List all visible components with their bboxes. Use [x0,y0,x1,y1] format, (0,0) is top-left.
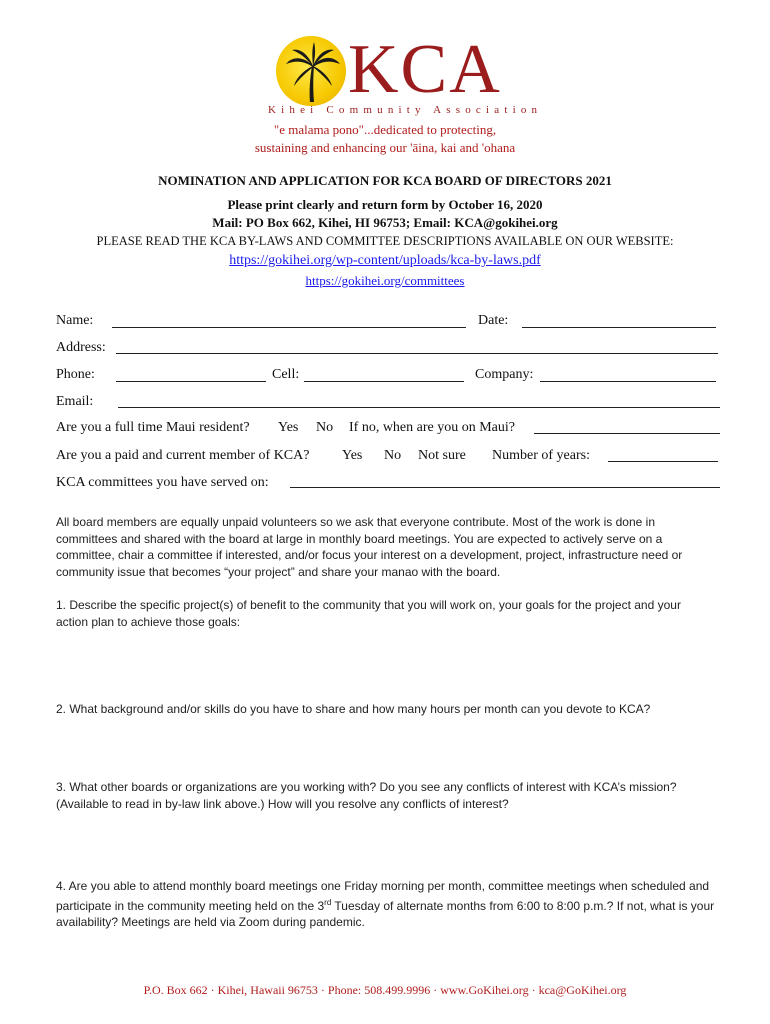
read-bylaws-note: PLEASE READ THE KCA BY-LAWS AND COMMITTEE DESCRIPTIONS AVAILABLE ON OUR WEBSITE: [96,234,674,248]
company-label: Company: [475,367,534,382]
logo-subtitle: Kihei Community Association [268,104,543,116]
name-label: Name: [56,313,94,328]
logo-wordmark: KCA [348,31,502,108]
email-field[interactable] [118,407,720,408]
committees-field[interactable] [290,487,720,488]
question-1: 1. Describe the specific project(s) of benefit to the community that you will work on, your goals for the project and your action plan to achieve those goals: [56,598,681,629]
date-label: Date: [478,313,509,328]
cell-label: Cell: [272,367,300,382]
company-field[interactable] [540,381,716,382]
kca-logo [268,30,543,120]
phone-label: Phone: [56,367,95,382]
question-4-part-1: 4. Are you able to attend monthly board meetings one Friday morning per month, committee meetings when scheduled and participate in the community meeting held on the 3 [56,879,710,913]
address-field[interactable] [116,353,718,354]
date-field[interactable] [522,327,716,328]
resident-yes-option[interactable]: Yes [278,420,299,435]
footer-contact: P.O. Box 662 · Kihei, Hawaii 96753 · Phone: 508.499.9996 · www.GoKihei.org · kca@GoKihei.org [143,983,627,997]
address-label: Address: [56,340,106,355]
return-instructions: Please print clearly and return form by October 16, 2020 [227,197,543,212]
intro-paragraph: All board members are equally unpaid volunteers so we ask that everyone contribute. Most of the work is done in committees and shared with the board at large in monthly board meetings. You are expected to actively serve on a committee, chair a committee if interested, and/or focus your interest on a development, project, infrastructure need or community issue that becomes “your project” and share your manao with the board. [56,515,683,579]
years-field[interactable] [608,461,718,462]
resident-no-option[interactable]: No [316,420,334,435]
question-3: 3. What other boards or organizations are you working with? Do you see any conflicts of interest with KCA’s mission? (Available to read in by-law link above.) How will you resolve any conflicts of interest? [56,780,677,811]
years-label: Number of years: [492,448,590,463]
resident-when-label: If no, when are you on Maui? [349,420,516,435]
member-yes-option[interactable]: Yes [342,448,363,463]
resident-question: Are you a full time Maui resident? [56,420,250,435]
mail-instructions: Mail: PO Box 662, Kihei, HI 96753; Email: KCA@gokihei.org [212,215,558,230]
tagline-line-1: "e malama pono"...dedicated to protecting, [273,122,497,137]
question-4-part-2: Tuesday of alternate months from 6:00 to 8:00 p.m.? If not, what is your availability? Meetings are held via Zoom during pandemic. [56,898,715,929]
form-title: NOMINATION AND APPLICATION FOR KCA BOARD OF DIRECTORS 2021 [158,173,612,188]
email-label: Email: [56,394,94,409]
question-2: 2. What background and/or skills do you have to share and how many hours per month can you devote to KCA? [56,702,651,716]
name-field[interactable] [112,327,466,328]
tagline-line-2: sustaining and enhancing our 'āina, kai and 'ohana [254,140,516,155]
ordinal-suffix: rd [324,897,332,907]
committees-label: KCA committees you have served on: [56,475,269,490]
member-no-option[interactable]: No [384,448,402,463]
question-4 [56,878,716,931]
member-notsure-option[interactable]: Not sure [418,448,466,463]
committees-link[interactable]: https://gokihei.org/committees [305,273,465,288]
resident-when-field[interactable] [534,433,720,434]
bylaws-link[interactable]: https://gokihei.org/wp-content/uploads/kca-by-laws.pdf [229,253,541,268]
palm-tree-icon [276,36,346,106]
member-question: Are you a paid and current member of KCA? [56,448,310,463]
cell-field[interactable] [304,381,464,382]
phone-field[interactable] [116,381,266,382]
